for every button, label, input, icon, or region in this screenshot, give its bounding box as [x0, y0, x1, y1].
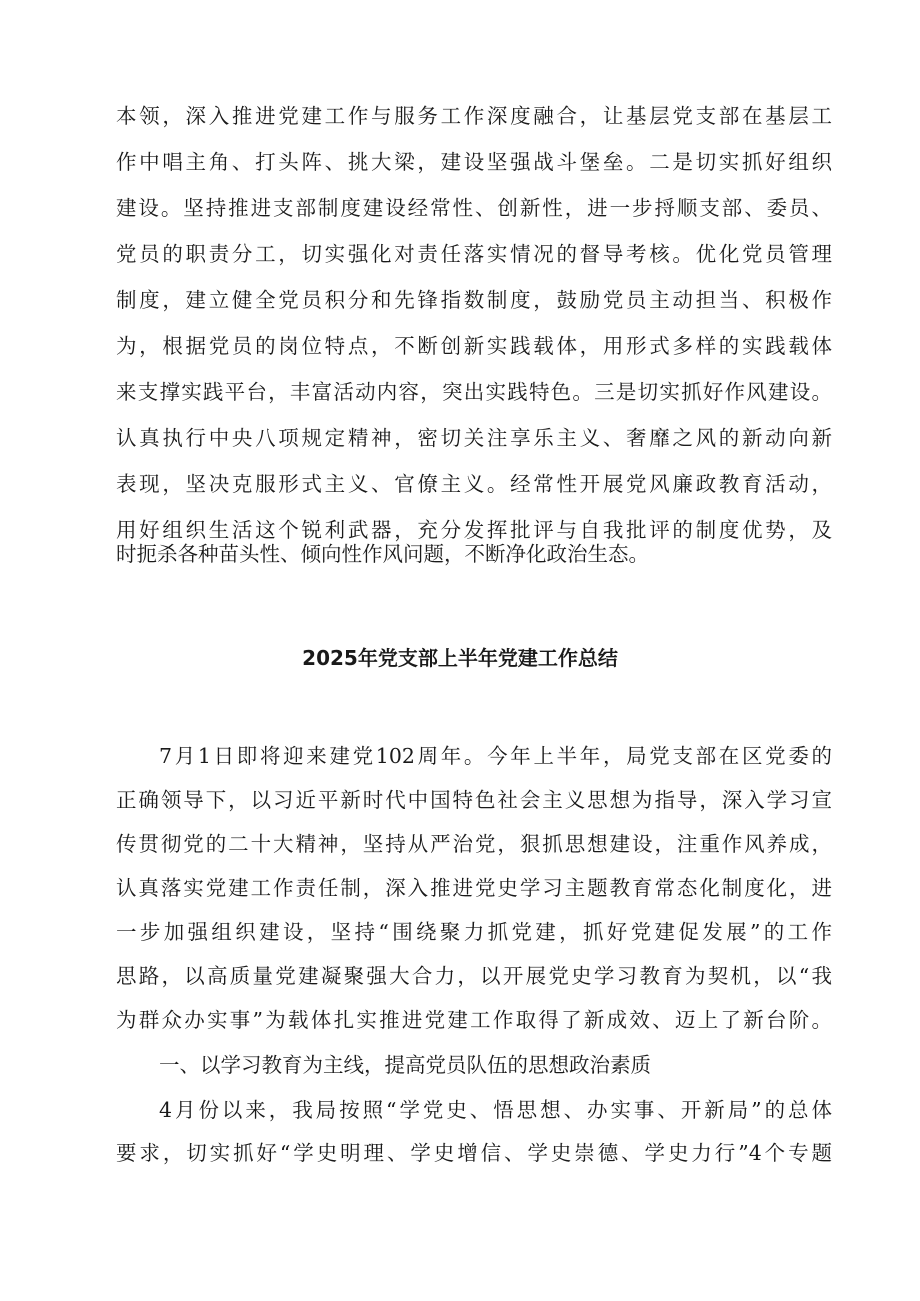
paragraph-line: 时扼杀各种苗头性、倾向性作风问题，不断净化政治生态。	[116, 542, 649, 566]
paragraph-line: 认真执行中央八项规定精神，密切关注享乐主义、奢靡之风的新动向新	[116, 426, 832, 450]
paragraph-line: 7月1日即将迎来建党102周年。今年上半年，局党支部在区党委的	[159, 744, 832, 768]
paragraph-line: 传贯彻党的二十大精神，坚持从严治党，狠抓思想建设，注重作风养成，	[116, 832, 832, 856]
paragraph-line: 建设。坚持推进支部制度建设经常性、创新性，进一步捋顺支部、委员、	[116, 196, 832, 220]
paragraph-line: 为群众办实事”为载体扎实推进党建工作取得了新成效、迈上了新台阶。	[116, 1008, 832, 1032]
paragraph-line: 作中唱主角、打头阵、挑大梁，建设坚强战斗堡垒。二是切实抓好组织	[116, 150, 832, 174]
paragraph-line: 来支撑实践平台，丰富活动内容，突出实践特色。三是切实抓好作风建设。	[116, 380, 832, 404]
paragraph-line: 正确领导下，以习近平新时代中国特色社会主义思想为指导，深入学习宣	[116, 788, 832, 812]
paragraph-line: 制度，建立健全党员积分和先锋指数制度，鼓励党员主动担当、积极作	[116, 288, 832, 312]
paragraph-line: 思路，以高质量党建凝聚强大合力，以开展党史学习教育为契机，以“我	[116, 964, 832, 988]
paragraph-line: 认真落实党建工作责任制，深入推进党史学习主题教育常态化制度化，进	[116, 876, 832, 900]
paragraph-line: 表现，坚决克服形式主义、官僚主义。经常性开展党风廉政教育活动，	[116, 472, 832, 496]
paragraph-line: 本领，深入推进党建工作与服务工作深度融合，让基层党支部在基层工	[116, 104, 832, 128]
paragraph-line: 一步加强组织建设，坚持“围绕聚力抓党建，抓好党建促发展”的工作	[116, 920, 832, 944]
paragraph-line: 用好组织生活这个锐利武器，充分发挥批评与自我批评的制度优势，及	[116, 518, 832, 542]
paragraph-line: 4月份以来，我局按照“学党史、悟思想、办实事、开新局”的总体	[159, 1098, 832, 1122]
section-heading: 一、以学习教育为主线，提高党员队伍的思想政治素质	[159, 1053, 651, 1077]
paragraph-line: 党员的职责分工，切实强化对责任落实情况的督导考核。优化党员管理	[116, 242, 832, 266]
paragraph-line: 要求，切实抓好“学史明理、学史增信、学史崇德、学史力行”4个专题	[116, 1141, 832, 1165]
paragraph-line: 为，根据党员的岗位特点，不断创新实践载体，用形式多样的实践载体	[116, 334, 832, 358]
document-title: 2025年党支部上半年党建工作总结	[302, 646, 618, 670]
